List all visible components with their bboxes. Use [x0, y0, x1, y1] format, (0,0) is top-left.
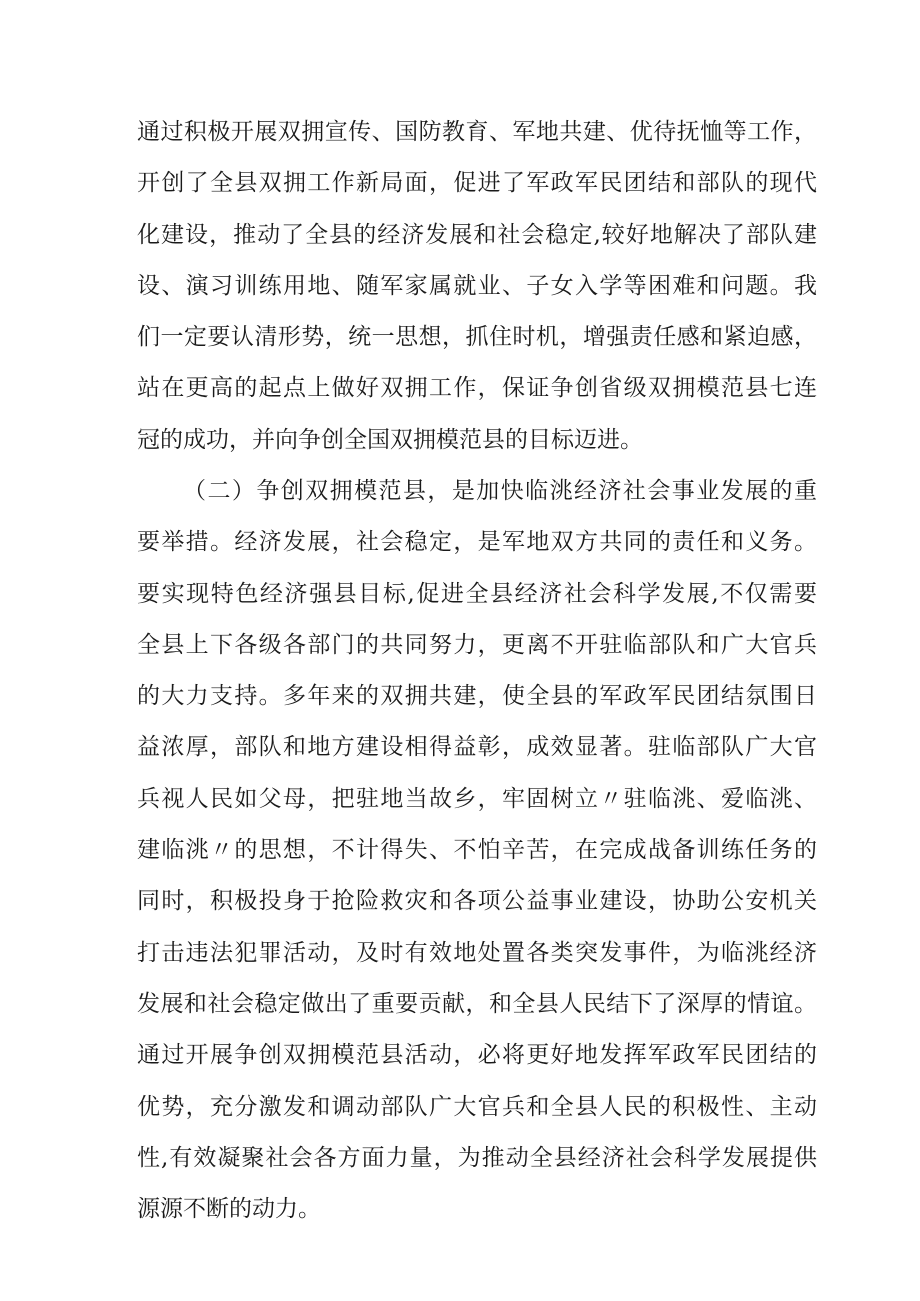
text-line: 们一定要认清形势，统一思想，抓住时机，增强责任感和紧迫感， [137, 324, 817, 351]
text-line: 要实现特色经济强县目标,促进全县经济社会科学发展,不仅需要 [137, 580, 817, 607]
paragraph-section-two [137, 466, 817, 1235]
text-line: 化建设，推动了全县的经济发展和社会稳定,较好地解决了部队建 [137, 221, 817, 248]
text-line: 性,有效凝聚社会各方面力量，为推动全县经济社会科学发展提供 [137, 1144, 817, 1171]
text-line: 设、演习训练用地、随军家属就业、子女入学等困难和问题。我 [137, 272, 817, 299]
text-line: （二）争创双拥模范县，是加快临洮经济社会事业发展的重 [183, 478, 817, 504]
text-line: 的大力支持。多年来的双拥共建，使全县的军政军民团结氛围日 [137, 683, 817, 710]
text-line: 通过开展争创双拥模范县活动，必将更好地发挥军政军民团结的 [137, 1042, 817, 1069]
text-line: 要举措。经济发展，社会稳定，是军地双方共同的责任和义务。 [137, 529, 817, 556]
text-line: 同时，积极投身于抢险救灾和各项公益事业建设，协助公安机关 [137, 888, 817, 915]
text-line: 冠的成功，并向争创全国双拥模范县的目标迈进。 [137, 426, 643, 453]
text-line: 建临洮〃的思想，不计得失、不怕辛苦，在完成战备训练任务的 [137, 837, 817, 864]
text-line: 站在更高的起点上做好双拥工作，保证争创省级双拥模范县七连 [137, 375, 817, 402]
text-line: 开创了全县双拥工作新局面，促进了军政军民团结和部队的现代 [137, 170, 817, 197]
text-line: 发展和社会稳定做出了重要贡献，和全县人民结下了深厚的情谊。 [137, 990, 817, 1017]
text-line: 通过积极开展双拥宣传、国防教育、军地共建、优待抚恤等工作， [137, 119, 817, 145]
text-line: 优势，充分激发和调动部队广大官兵和全县人民的积极性、主动 [137, 1093, 817, 1120]
text-line: 打击违法犯罪活动，及时有效地处置各类突发事件，为临洮经济 [137, 939, 817, 966]
text-line: 益浓厚，部队和地方建设相得益彰，成效显著。驻临部队广大官 [137, 734, 817, 761]
text-line: 源源不断的动力。 [137, 1196, 321, 1223]
text-line: 全县上下各级各部门的共同努力，更离不开驻临部队和广大官兵 [137, 631, 817, 658]
paragraph-continuation [137, 107, 817, 466]
text-line: 兵视人民如父母，把驻地当故乡，牢固树立〃驻临洮、爱临洮、 [137, 785, 817, 812]
